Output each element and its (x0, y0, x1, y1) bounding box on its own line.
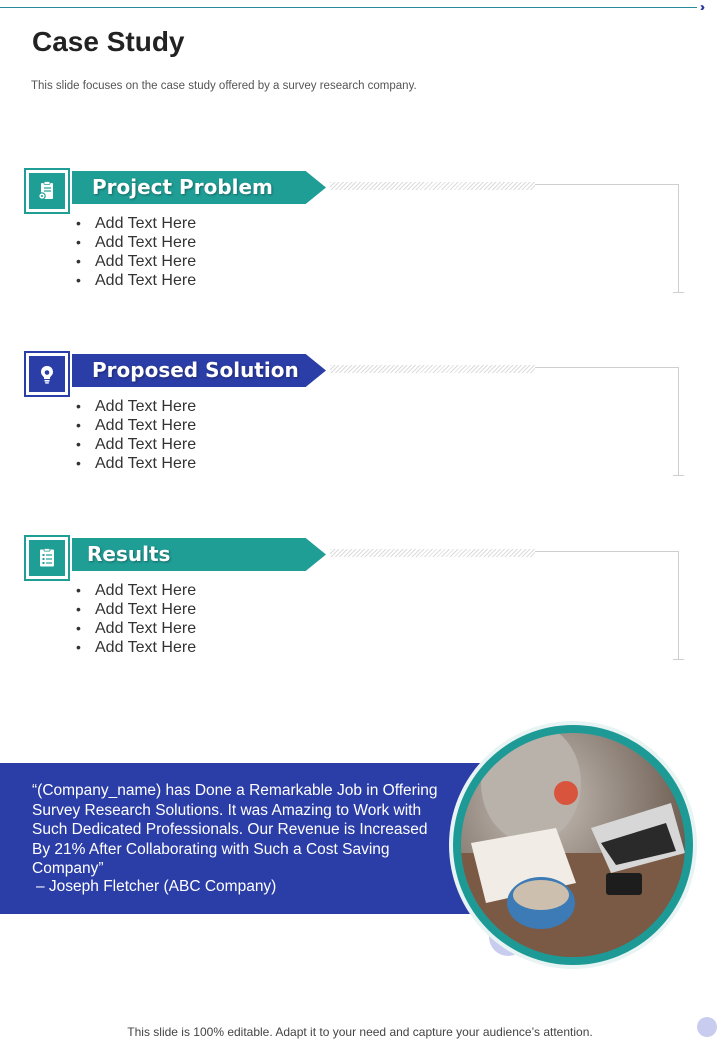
section-icon-box (24, 168, 70, 214)
testimonial-quote: “(Company_name) has Done a Remarkable Job in Offering Survey Research Solutions. It was Amazing to Work with Such Dedicated Professionals. Our Revenue is Increased By 21% After Collaborating with Such a Cost Saving Company” (32, 782, 438, 877)
list-item: • Add Text Here (76, 454, 196, 473)
section-title: Project Problem (92, 175, 273, 199)
connector-tick (673, 659, 684, 660)
bullet-list (76, 214, 196, 290)
connector-line-vertical (678, 184, 679, 292)
testimonial-author: – Joseph Fletcher (ABC Company) (36, 878, 277, 895)
top-rule (0, 7, 697, 8)
connector-line-vertical (678, 551, 679, 659)
connector-line (535, 184, 679, 185)
list-item: • Add Text Here (76, 600, 196, 619)
section-icon-box (24, 535, 70, 581)
list-item: • Add Text Here (76, 581, 196, 600)
clipboard-gear-icon (29, 173, 65, 209)
section-title: Results (87, 542, 171, 566)
connector-line-vertical (678, 367, 679, 475)
section-icon-box (24, 351, 70, 397)
connector-tick (673, 292, 684, 293)
double-chevron-icon: ›› (700, 0, 702, 14)
list-item: • Add Text Here (76, 271, 196, 290)
list-item: • Add Text Here (76, 619, 196, 638)
hatch-divider (330, 365, 535, 373)
connector-tick (673, 475, 684, 476)
bullet-list (76, 397, 196, 473)
section-proposed-solution (0, 351, 720, 481)
bullet-list (76, 581, 196, 657)
list-item: • Add Text Here (76, 397, 196, 416)
list-item: • Add Text Here (76, 638, 196, 657)
footer-note: This slide is 100% editable. Adapt it to your need and capture your audience’s attention. (127, 1025, 593, 1039)
page-title: Case Study (32, 26, 185, 57)
checklist-icon (29, 540, 65, 576)
connector-line (535, 367, 679, 368)
section-title: Proposed Solution (92, 358, 299, 382)
hatch-divider (330, 549, 535, 557)
section-project-problem (0, 168, 720, 298)
page-subtitle: This slide focuses on the case study offered by a survey research company. (31, 80, 417, 92)
testimonial-photo (461, 733, 685, 957)
connector-line (535, 551, 679, 552)
lightbulb-icon (29, 356, 65, 392)
list-item: • Add Text Here (76, 252, 196, 271)
list-item: • Add Text Here (76, 233, 196, 252)
list-item: • Add Text Here (76, 214, 196, 233)
section-results (0, 535, 720, 665)
list-item: • Add Text Here (76, 435, 196, 454)
list-item: • Add Text Here (76, 416, 196, 435)
hatch-divider (330, 182, 535, 190)
